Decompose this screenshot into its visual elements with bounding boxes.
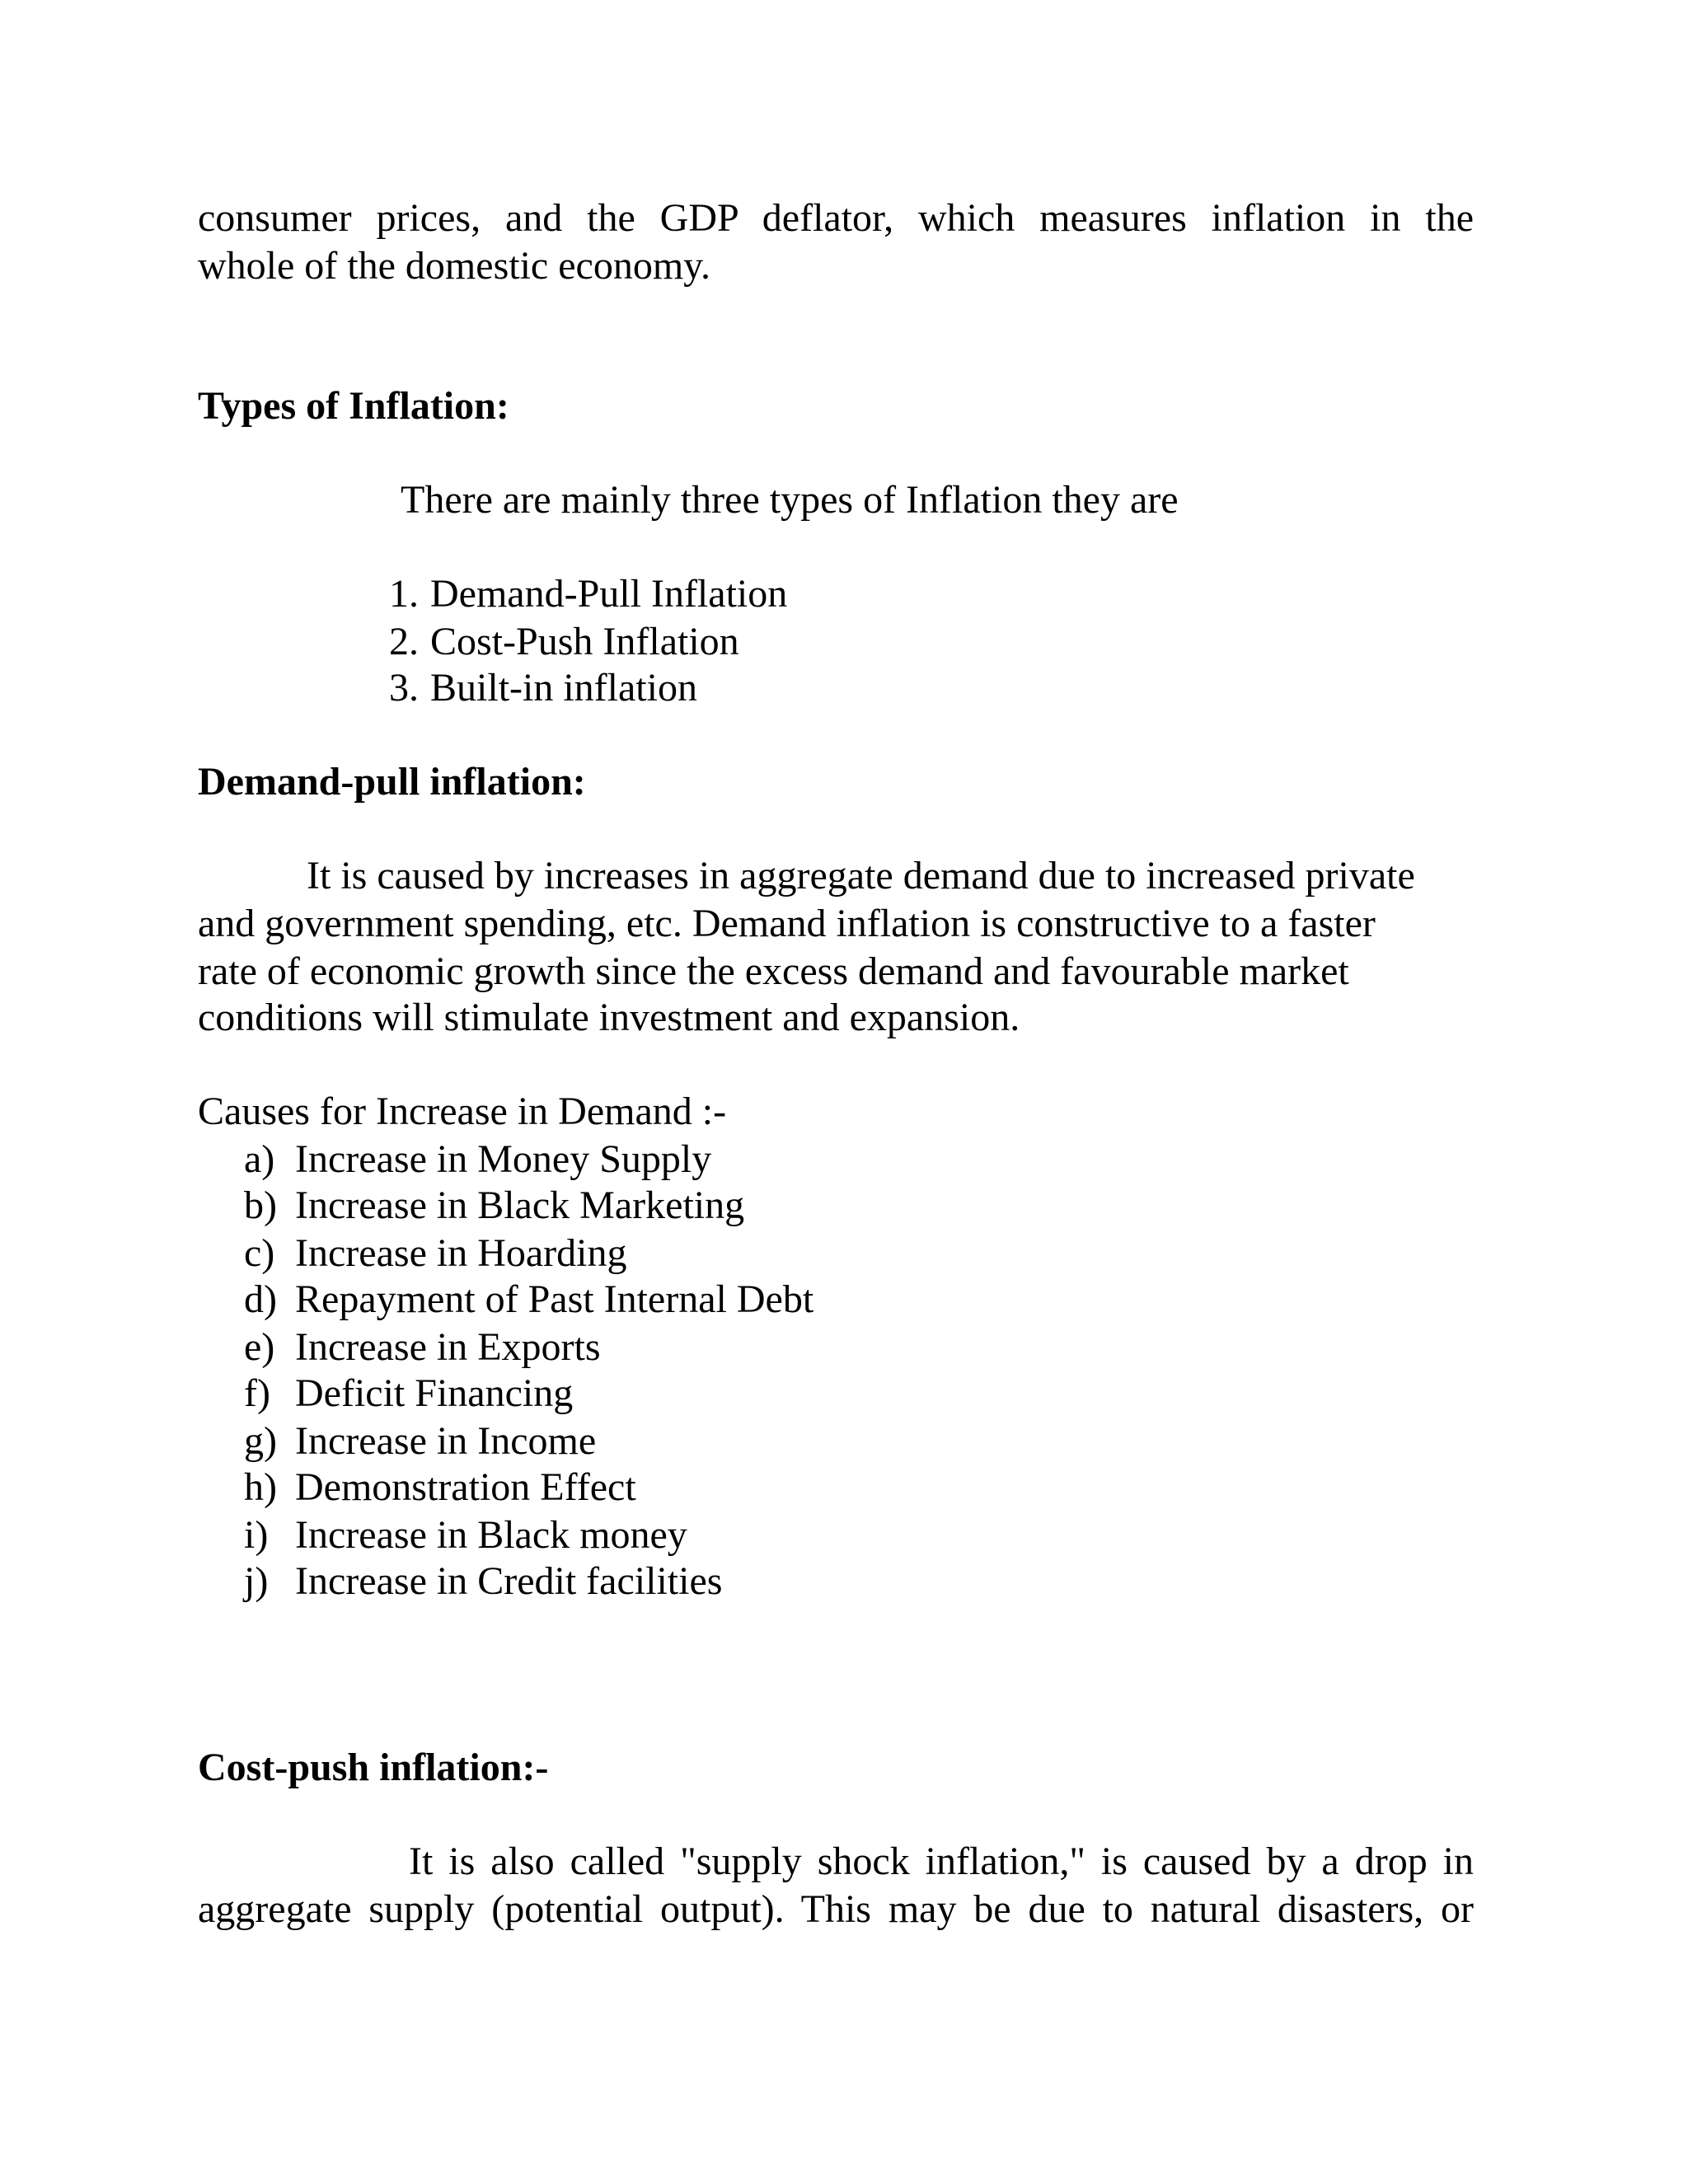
list-item: Increase in Exports [295, 1325, 601, 1369]
list-item: Deficit Financing [295, 1371, 574, 1415]
demand-pull-para-line-2: and government spending, etc. Demand inflation is constructive to a faster [198, 902, 1376, 945]
cost-push-para-line-2: aggregate supply (potential output). This may be due to natural disasters, or [198, 1887, 1474, 1931]
list-marker: a) [244, 1137, 275, 1181]
cost-push-heading: Cost-push inflation:- [198, 1746, 549, 1789]
list-item: Demand-Pull Inflation [430, 572, 788, 616]
list-marker: j) [244, 1559, 269, 1603]
list-marker: i) [244, 1513, 269, 1557]
list-marker: c) [244, 1231, 275, 1275]
list-item: Built-in inflation [430, 666, 697, 710]
list-item: Demonstration Effect [295, 1465, 636, 1509]
list-item: Increase in Black Marketing [295, 1183, 745, 1227]
demand-pull-para-line-1: It is caused by increases in aggregate demand due to increased private [307, 854, 1415, 898]
cost-push-para-line-1: It is also called "supply shock inflation," is caused by a drop in [409, 1840, 1474, 1883]
list-marker: g) [244, 1419, 277, 1463]
list-item: Increase in Black money [295, 1513, 687, 1557]
demand-pull-heading: Demand-pull inflation: [198, 760, 586, 804]
types-heading: Types of Inflation: [198, 384, 509, 428]
list-item: Repayment of Past Internal Debt [295, 1277, 814, 1321]
list-item: Increase in Hoarding [295, 1231, 627, 1275]
list-item: Increase in Money Supply [295, 1137, 712, 1181]
demand-pull-para-line-3: rate of economic growth since the excess demand and favourable market [198, 949, 1349, 993]
list-marker: 1. [389, 572, 419, 616]
intro-line-1: consumer prices, and the GDP deflator, which measures inflation in the [198, 196, 1474, 240]
list-marker: e) [244, 1325, 275, 1369]
list-marker: d) [244, 1277, 277, 1321]
list-marker: b) [244, 1183, 277, 1227]
list-marker: 3. [389, 666, 419, 710]
types-lead: There are mainly three types of Inflation they are [401, 478, 1179, 522]
list-item: Increase in Income [295, 1419, 597, 1463]
list-marker: h) [244, 1465, 277, 1509]
list-marker: f) [244, 1371, 270, 1415]
causes-heading: Causes for Increase in Demand :- [198, 1090, 727, 1133]
list-item: Cost-Push Inflation [430, 620, 739, 663]
demand-pull-para-line-4: conditions will stimulate investment and expansion. [198, 996, 1020, 1039]
intro-line-2: whole of the domestic economy. [198, 244, 711, 288]
list-marker: 2. [389, 620, 419, 663]
list-item: Increase in Credit facilities [295, 1559, 723, 1603]
